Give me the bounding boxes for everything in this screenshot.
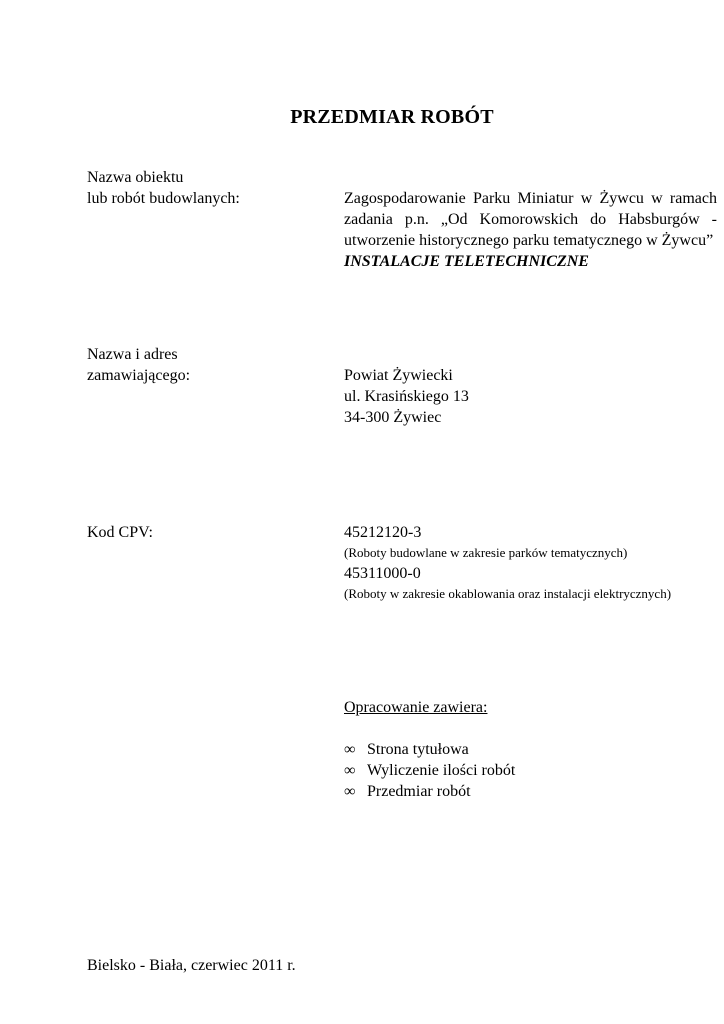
list-item-label: Przedmiar robót: [367, 783, 471, 800]
list-item-label: Strona tytułowa: [367, 741, 469, 758]
object-label: [87, 167, 240, 209]
cpv-description: (Roboty budowlane w zakresie parków tematycznych): [344, 545, 628, 560]
client-city: 34-300 Żywiec: [344, 409, 442, 426]
contents-heading: Opracowanie zawiera:: [344, 699, 488, 716]
list-item: [344, 781, 717, 802]
client-name: Powiat Żywiecki: [344, 367, 453, 384]
list-item: [344, 760, 717, 781]
client-label-line1: Nazwa i adres: [87, 346, 178, 363]
cpv-code: 45311000-0: [344, 565, 421, 582]
infinity-bullet-icon: ∞: [344, 741, 356, 758]
list-item-label: Wyliczenie ilości robót: [367, 762, 516, 779]
cpv-description: (Roboty w zakresie okablowania oraz instalacji elektrycznych): [344, 586, 672, 601]
cpv-label: Kod CPV:: [87, 524, 153, 541]
client-value: [344, 365, 717, 428]
cpv-value: [344, 522, 717, 604]
cpv-code: 45212120-3: [344, 524, 422, 541]
object-description: Zagospodarowanie Parku Miniatur w Żywcu w ramach zadania p.n. „Od Komorowskich do Habsburgów - utworzenie historycznego parku tematycznego w Żywcu”: [344, 190, 717, 249]
object-value: [344, 188, 717, 272]
contents-list: [344, 739, 717, 802]
document-title: PRZEDMIAR ROBÓT: [290, 106, 494, 128]
client-street: ul. Krasińskiego 13: [344, 388, 469, 405]
client-label-line2: zamawiającego:: [87, 367, 191, 384]
place-date: Bielsko - Biała, czerwiec 2011 r.: [87, 957, 296, 974]
object-label-line1: Nazwa obiektu: [87, 169, 184, 186]
contents-section: [344, 697, 717, 802]
infinity-bullet-icon: ∞: [344, 762, 356, 779]
infinity-bullet-icon: ∞: [344, 783, 356, 800]
object-label-line2: lub robót budowlanych:: [87, 190, 240, 207]
object-category: INSTALACJE TELETECHNICZNE: [344, 253, 589, 270]
list-item: [344, 739, 717, 760]
client-label: [87, 344, 190, 386]
